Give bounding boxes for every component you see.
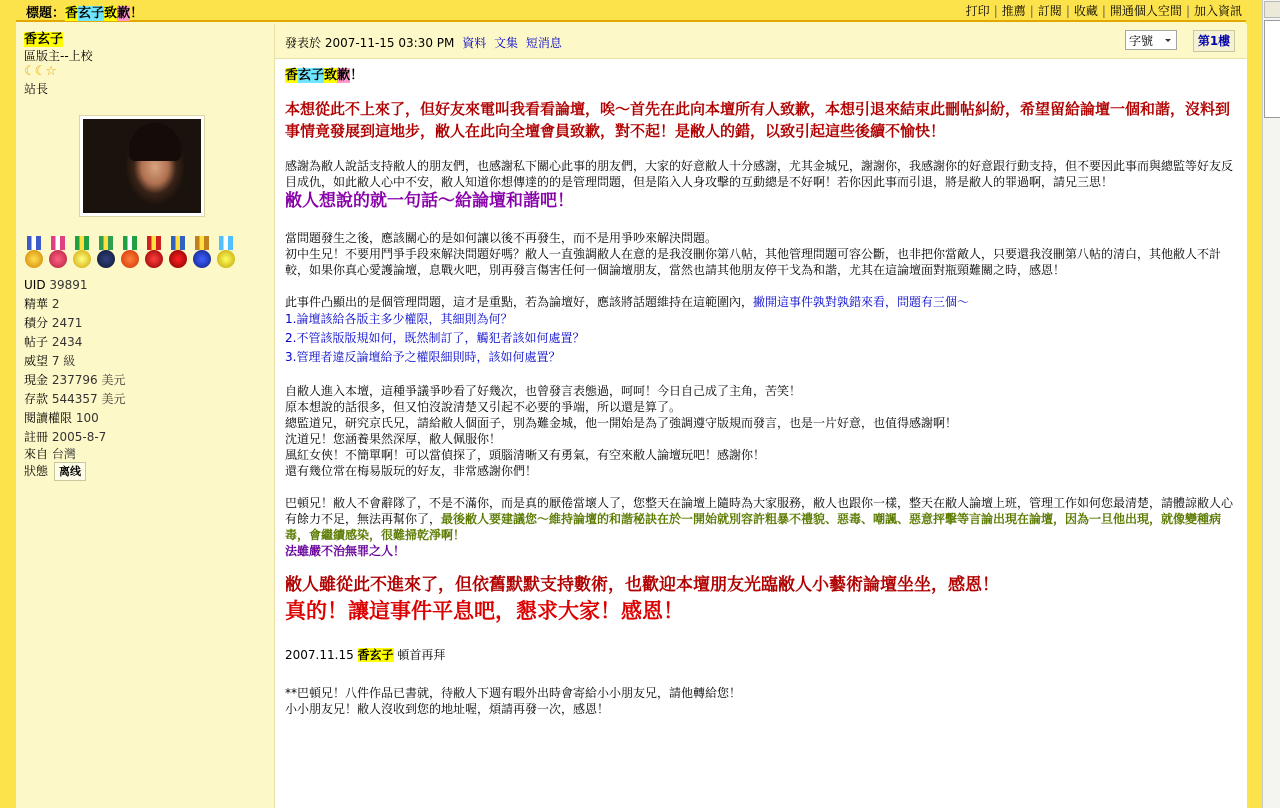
recommend-link[interactable]: 推薦 [1001, 4, 1026, 18]
post-body [285, 68, 1235, 717]
paragraph: 此事件凸顯出的是個管理問題，這才是重點，若為論壇好，應該將話題維持在這範圍內，撇開這事件孰對孰錯來看，問題有三個～ [285, 295, 970, 309]
post-header [275, 24, 1247, 59]
question-item: 3.管理者違反論壇給予之權限細則時，該如何處置？ [285, 350, 561, 364]
paragraph: 風紅女俠！不簡單啊！可以當偵探了，頭腦清晰又有勇氣，有空來敝人論壇玩吧！感謝你！ [285, 448, 766, 462]
stat-row: 積分 2471 [24, 316, 83, 330]
paragraph: 巴頓兄！敝人不會辭隊了，不是不滿你，而是真的厭倦當壞人了，您整天在論壇上隨時為大家服務，敝人也跟你一樣，整天在敝人論壇上班，管理工作如何您最清楚，請體諒敝人心有餘力不足，無法再幫你了，最後敝人要建議您～維持論壇的和諧秘訣在於一開始就別容許粗暴不禮貌、惡毒、嘲諷、惡意抨擊等言論出現在論壇，因為一旦他出現，就像變種病毒，會繼續感染，很難掃乾淨啊！ [285, 496, 1234, 542]
author-rank: 區版主--上校 [24, 49, 93, 63]
paragraph: 法雖嚴不治無罪之人！ [285, 544, 406, 558]
post-heading: 香玄子致歉！ [285, 68, 364, 83]
rank-stars-icon: ☾☾☆ [24, 64, 56, 79]
paragraph: 總監道兄，研究京氏兄，請給敝人個面子，別為難金城，他一開始是為了強調遵守版規而發言，也是一片好意，也值得感謝啊！ [285, 416, 958, 430]
thread-actions: 打印 | 推薦 | 訂閱 | 收藏 | 開通個人空間 | 加入資訊 [965, 4, 1242, 18]
scroll-up-icon[interactable] [1264, 1, 1280, 18]
favorite-link[interactable]: 收藏 [1073, 4, 1098, 18]
floor-number[interactable]: 第1樓 [1193, 30, 1235, 52]
medal-row [24, 236, 244, 270]
thanks-paragraph: 感謝為敝人說話支持敝人的朋友們，也感謝私下關心此事的朋友們，大家的好意敝人十分感謝，尤其金城兄，謝謝你，我感謝你的好意跟行動支持，但不要因此事而與總監等好友反目成仇，如此敝人心中不安，敝人知道你想傳達的的是管理問題，但是陷入人身攻擊的互動總是不好啊！若你因此事而引退，將是敝人的罪過啊，請兄三思！ [285, 159, 1234, 189]
author-panel [16, 24, 272, 808]
stat-row: 狀態 离线 [24, 462, 125, 481]
join-info-link[interactable]: 加入資訊 [1193, 4, 1242, 18]
stat-row: UID 39891 [24, 278, 88, 292]
font-size-select[interactable]: 字號 [1125, 30, 1177, 50]
author-role: 站長 [24, 82, 49, 96]
harmony-line: 敝人想說的就一句話～給論壇和諧吧！ [285, 191, 574, 211]
medal-icon[interactable] [48, 236, 68, 270]
message-link[interactable]: 短消息 [525, 36, 562, 50]
paragraph: 初中生兄！不要用鬥爭手段來解決問題好嗎？敝人一直強調敝人在意的是我沒刪你第八帖，其他管理問題可容公斷，也非把你當敵人，只要還我沒刪第八帖的清白，其他敝人不計較，如果你真心愛護論壇，息戰火吧，別再發言傷害任何一個論壇朋友，當然也請其他朋友停干戈為和諧，尤其在這論壇面對瓶頸難關之時，感恩！ [285, 247, 1222, 277]
apology-paragraph: 本想從此不上來了，但好友來電叫我看看論壇，唉～首先在此向本壇所有人致歉，本想引退來結束此刪帖糾紛，希望留給論壇一個和諧，沒料到事情竟發展到這地步，敝人在此向全壇會員致歉，對不起！是敝人的錯，以致引起這些後續不愉快！ [285, 100, 1231, 140]
question-item: 1.論壇該給各版主多少權限，其細則為何？ [285, 312, 513, 326]
stat-row: 來自 台灣 [24, 447, 76, 461]
subscribe-link[interactable]: 訂閱 [1037, 4, 1062, 18]
paragraph: 當問題發生之後，應該關心的是如何讓以後不再發生，而不是用爭吵來解決問題。 [285, 231, 718, 245]
plea-line: 真的！讓這事件平息吧，懇求大家！感恩！ [285, 599, 684, 623]
print-link[interactable]: 打印 [965, 4, 990, 18]
medal-icon[interactable] [120, 236, 140, 270]
paragraph: 沈道兄！您涵養果然深厚，敝人佩服你！ [285, 432, 502, 446]
avatar-image [83, 119, 201, 213]
stat-row: 精華 2 [24, 297, 60, 311]
vertical-scrollbar[interactable] [1262, 0, 1280, 808]
left-border [0, 0, 16, 808]
stat-row: 現金 237796 美元 [24, 373, 126, 387]
avatar[interactable] [79, 115, 205, 217]
thread-title-bar [16, 0, 1246, 22]
medal-icon[interactable] [96, 236, 116, 270]
farewell-line: 敝人雖從此不進來了，但依舊默默支持數術，也歡迎本壇朋友光臨敝人小藝術論壇坐坐，感恩！ [285, 575, 999, 595]
scroll-thumb[interactable] [1264, 20, 1280, 118]
question-item: 2.不管該版版規如何，既然制訂了，觸犯者該如何處置？ [285, 331, 585, 345]
stat-row: 註冊 2005-8-7 [24, 430, 107, 444]
author-name[interactable]: 香玄子 [24, 32, 64, 47]
post-meta: 發表於 2007-11-15 03:30 PM 資料 文集 短消息 [285, 36, 562, 50]
collection-link[interactable]: 文集 [494, 36, 519, 50]
paragraph: 原本想說的話很多，但又怕沒說清楚又引起不必要的爭端，所以還是算了。 [285, 400, 682, 414]
stat-row: 存款 544357 美元 [24, 392, 126, 406]
author-stats [24, 276, 125, 481]
medal-icon[interactable] [192, 236, 212, 270]
paragraph: 還有幾位常在梅易版玩的好友，非常感謝你們！ [285, 464, 538, 478]
thread-title: 標題：香玄子致歉！ [26, 6, 144, 21]
post-panel [274, 24, 1247, 808]
signature-line: 2007.11.15 香玄子 頓首再拜 [285, 648, 446, 662]
stat-row: 威望 7 級 [24, 354, 76, 368]
right-border [1246, 0, 1262, 808]
paragraph: 小小朋友兄！敝人沒收到您的地址喔，煩請再發一次，感恩！ [285, 702, 610, 716]
medal-icon[interactable] [72, 236, 92, 270]
paragraph: 自敝人進入本壇，這種爭議爭吵看了好幾次，也曾發言表態過，呵呵！今日自己成了主角，苦笑！ [285, 384, 802, 398]
paragraph: **巴頓兄！八件作品已書就，待敝人下週有暇外出時會寄給小小朋友兄，請他轉給您！ [285, 686, 742, 700]
medal-icon[interactable] [168, 236, 188, 270]
offline-badge: 离线 [54, 462, 86, 481]
stat-row: 帖子 2434 [24, 335, 83, 349]
profile-link[interactable]: 資料 [462, 36, 487, 50]
medal-icon[interactable] [24, 236, 44, 270]
medal-icon[interactable] [216, 236, 236, 270]
open-space-link[interactable]: 開通個人空間 [1109, 4, 1182, 18]
medal-icon[interactable] [144, 236, 164, 270]
stat-row: 閱讀權限 100 [24, 411, 99, 425]
chevron-down-icon [1162, 33, 1174, 47]
